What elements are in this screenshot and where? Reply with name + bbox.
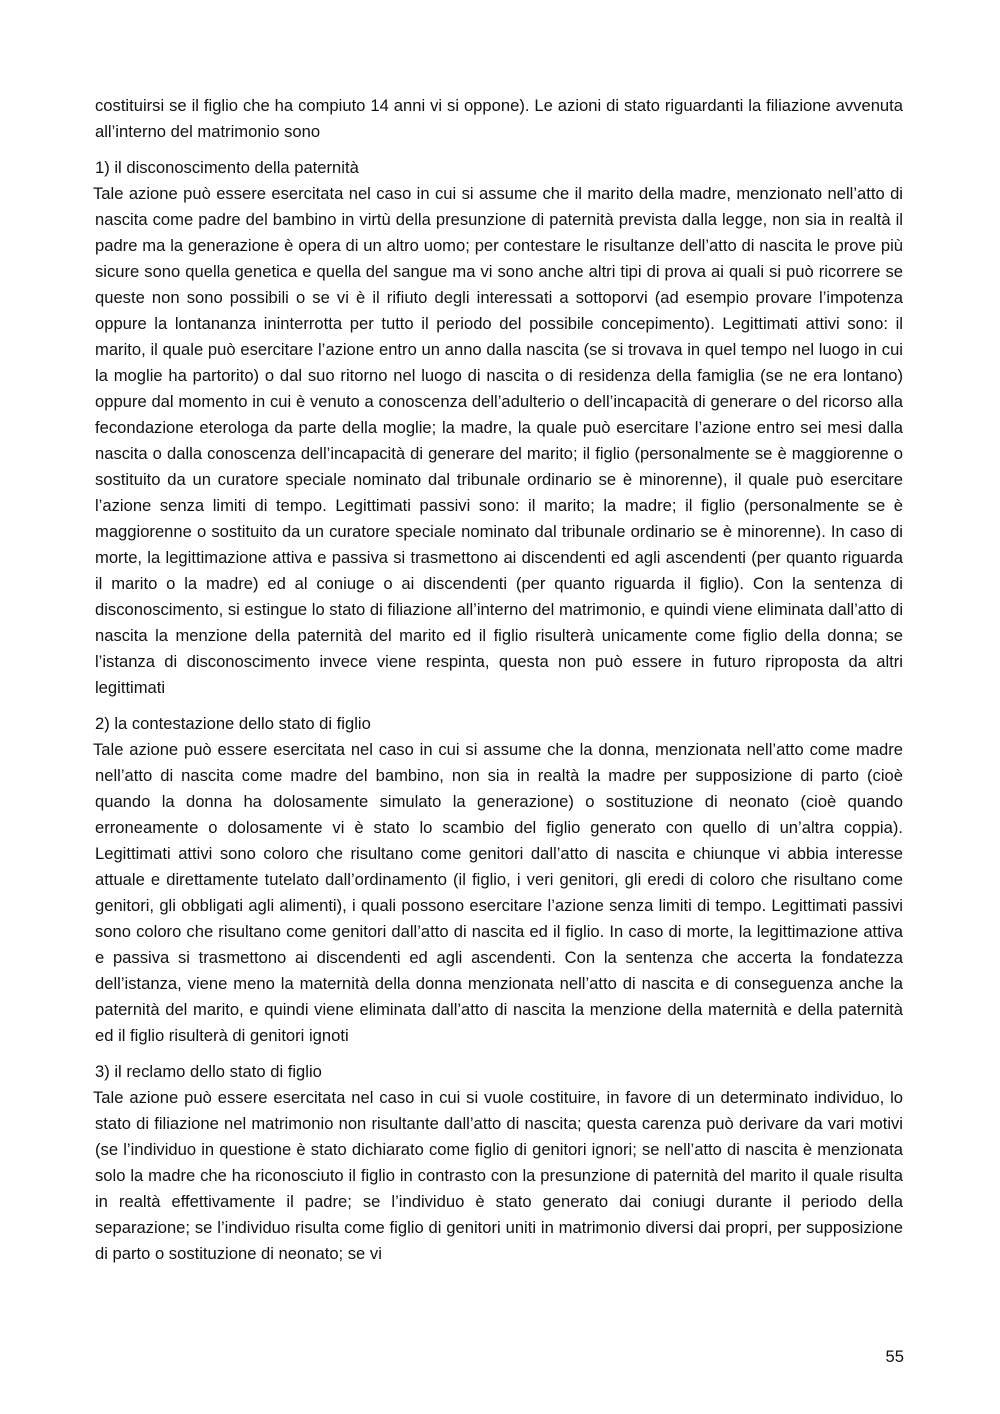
section-heading: 3) il reclamo dello stato di figlio — [95, 1062, 322, 1081]
section-contestazione — [95, 711, 903, 1049]
section-disconoscimento — [95, 155, 903, 701]
intro-paragraph: costituirsi se il figlio che ha compiuto 14 anni vi si oppone). Le azioni di stato riguardanti la filiazione avvenuta all’interno del matrimonio sono — [95, 96, 903, 141]
section-heading: 1) il disconoscimento della paternità — [95, 158, 359, 177]
document-page — [95, 93, 903, 1277]
section-body: Tale azione può essere esercitata nel caso in cui si assume che il marito della madre, menzionato nell’atto di nascita come padre del bambino in virtù della presunzione di paternità prevista dalla legge, non sia in realtà il padre ma la generazione è opera di un altro uomo; per contestare le risultanze dell’atto di nascita le prove più sicure sono quella genetica e quella del sangue ma vi sono anche altri tipi di prova ai quali si può ricorrere se queste non sono possibili o se vi è il rifiuto degli interessati a sottoporvi (ad esempio provare l’impotenza oppure la lontananza ininterrotta per tutto il periodo del possibile concepimento). Legittimati attivi sono: il marito, il quale può esercitare l’azione entro un anno dalla nascita (se si trovava in quel tempo nel luogo in cui la moglie ha partorito) o dal suo ritorno nel luogo di nascita o di residenza della famiglia (se ne era lontano) oppure dal momento in cui è venuto a conoscenza dell’adulterio o dell’incapacità di generare o del ricorso alla fecondazione eterologa da parte della moglie; la madre, la quale può esercitare l’azione entro sei mesi dalla nascita o dalla conoscenza dell’incapacità di generare del marito; il figlio (personalmente se è maggiorenne o sostituito da un curatore speciale nominato dal tribunale ordinario se è minorenne), il quale può esercitare l’azione senza limiti di tempo. Legittimati passivi sono: il marito; la madre; il figlio (personalmente se è maggiorenne o sostituito da un curatore speciale nominato dal tribunale ordinario se è minorenne). In caso di morte, la legittimazione attiva e passiva si trasmettono ai discendenti ed agli ascendenti (per quanto riguarda il marito o la madre) ed al coniuge o ai discendenti (per quanto riguarda il figlio). Con la sentenza di disconoscimento, si estingue lo stato di filiazione all’interno del matrimonio, e quindi viene eliminata dall’atto di nascita la menzione della paternità del marito ed il figlio risulterà unicamente come figlio della donna; se l’istanza di disconoscimento invece viene respinta, questa non può essere in futuro riproposta da altri legittimati — [93, 184, 904, 697]
section-body: Tale azione può essere esercitata nel caso in cui si vuole costituire, in favore di un determinato individuo, lo stato di filiazione nel matrimonio non risultante dall’atto di nascita; questa carenza può derivare da vari motivi (se l’individuo in questione è stato dichiarato come figlio di genitori ignori; se nell’atto di nascita è menzionata solo la madre che ha riconosciuto il figlio in contrasto con la presunzione di paternità del marito il quale risulta in realtà effettivamente il padre; se l’individuo è stato generato dai coniugi durante il periodo della separazione; se l’individuo risulta come figlio di genitori uniti in matrimonio diversi dai propri, per supposizione di parto o sostituzione di neonato; se vi — [93, 1088, 903, 1263]
section-heading: 2) la contestazione dello stato di figlio — [95, 714, 371, 733]
section-reclamo — [95, 1059, 903, 1267]
page-number: 55 — [885, 1347, 904, 1366]
section-body: Tale azione può essere esercitata nel caso in cui si assume che la donna, menzionata nell’atto come madre nell’atto di nascita come madre del bambino, non sia in realtà la madre per supposizione di parto (cioè quando la donna ha dolosamente simulato la generazione) o sostituzione di neonato (cioè quando erroneamente o dolosamente vi è stato lo scambio del figlio generato con quello di un’altra coppia). Legittimati attivi sono coloro che risultano come genitori dall’atto di nascita e chiunque vi abbia interesse attuale e direttamente tutelato dall’ordinamento (il figlio, i veri genitori, gli eredi di coloro che risultano come genitori, gli obbligati agli alimenti), i quali possono esercitare l’azione senza limiti di tempo. Legittimati passivi sono coloro che risultano come genitori dall’atto di nascita ed il figlio. In caso di morte, la legittimazione attiva e passiva si trasmettono ai discendenti ed agli ascendenti. Con la sentenza che accerta la fondatezza dell’istanza, viene meno la maternità della donna menzionata nell’atto di nascita e di conseguenza anche la paternità del marito, e quindi viene eliminata dall’atto di nascita la menzione della maternità e della paternità ed il figlio risulterà di genitori ignoti — [93, 740, 903, 1045]
